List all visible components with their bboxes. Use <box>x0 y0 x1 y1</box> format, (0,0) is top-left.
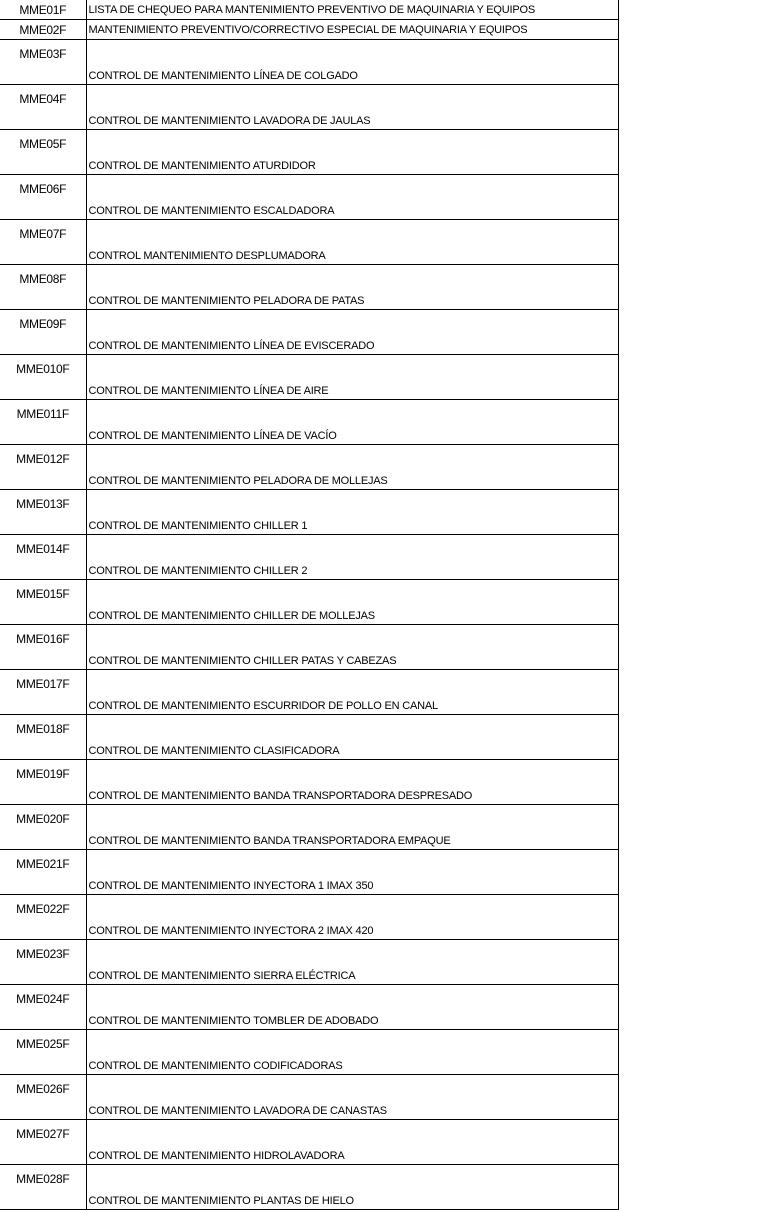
format-code-cell: MME03F <box>0 40 86 85</box>
table-row <box>0 1120 618 1165</box>
format-description-cell: CONTROL DE MANTENIMIENTO LAVADORA DE JAULAS <box>86 85 618 130</box>
table-row <box>0 985 618 1030</box>
table-row <box>0 445 618 490</box>
table-row <box>0 265 618 310</box>
format-code-cell: MME025F <box>0 1030 86 1075</box>
format-code-cell: MME022F <box>0 895 86 940</box>
format-description-cell: CONTROL DE MANTENIMIENTO LÍNEA DE AIRE <box>86 355 618 400</box>
format-code-cell: MME018F <box>0 715 86 760</box>
format-description-cell: CONTROL DE MANTENIMIENTO CHILLER PATAS Y CABEZAS <box>86 625 618 670</box>
format-description-cell: CONTROL DE MANTENIMIENTO PLANTAS DE HIELO <box>86 1165 618 1210</box>
format-description-cell: CONTROL DE MANTENIMIENTO LÍNEA DE EVISCERADO <box>86 310 618 355</box>
format-description-cell: CONTROL DE MANTENIMIENTO SIERRA ELÉCTRICA <box>86 940 618 985</box>
format-description-cell: CONTROL DE MANTENIMIENTO PELADORA DE MOLLEJAS <box>86 445 618 490</box>
table-row <box>0 850 618 895</box>
format-description-cell: CONTROL DE MANTENIMIENTO CHILLER DE MOLLEJAS <box>86 580 618 625</box>
format-code-cell: MME016F <box>0 625 86 670</box>
format-description-cell: CONTROL MANTENIMIENTO DESPLUMADORA <box>86 220 618 265</box>
table-row <box>0 895 618 940</box>
format-code-cell: MME08F <box>0 265 86 310</box>
format-code-cell: MME09F <box>0 310 86 355</box>
table-row <box>0 1030 618 1075</box>
format-description-cell: CONTROL DE MANTENIMIENTO CODIFICADORAS <box>86 1030 618 1075</box>
format-description-cell: CONTROL DE MANTENIMIENTO BANDA TRANSPORTADORA EMPAQUE <box>86 805 618 850</box>
table-row <box>0 490 618 535</box>
table-row <box>0 535 618 580</box>
format-code-cell: MME023F <box>0 940 86 985</box>
format-code-cell: MME017F <box>0 670 86 715</box>
table-row <box>0 760 618 805</box>
format-code-cell: MME06F <box>0 175 86 220</box>
format-code-cell: MME020F <box>0 805 86 850</box>
table-row <box>0 220 618 265</box>
format-description-cell: CONTROL DE MANTENIMIENTO CHILLER 2 <box>86 535 618 580</box>
table-row <box>0 400 618 445</box>
format-description-cell: CONTROL DE MANTENIMIENTO LÍNEA DE COLGADO <box>86 40 618 85</box>
format-code-cell: MME04F <box>0 85 86 130</box>
format-code-cell: MME021F <box>0 850 86 895</box>
format-code-cell: MME07F <box>0 220 86 265</box>
table-row <box>0 130 618 175</box>
format-code-cell: MME02F <box>0 20 86 40</box>
format-code-cell: MME024F <box>0 985 86 1030</box>
format-code-cell: MME019F <box>0 760 86 805</box>
format-code-cell: MME05F <box>0 130 86 175</box>
format-code-cell: MME014F <box>0 535 86 580</box>
table-row <box>0 355 618 400</box>
format-description-cell: CONTROL DE MANTENIMIENTO BANDA TRANSPORTADORA DESPRESADO <box>86 760 618 805</box>
format-description-cell: CONTROL DE MANTENIMIENTO TOMBLER DE ADOBADO <box>86 985 618 1030</box>
format-code-cell: MME010F <box>0 355 86 400</box>
format-code-cell: MME013F <box>0 490 86 535</box>
format-code-cell: MME011F <box>0 400 86 445</box>
table-row <box>0 40 618 85</box>
format-description-cell: CONTROL DE MANTENIMIENTO CLASIFICADORA <box>86 715 618 760</box>
table-row <box>0 580 618 625</box>
table-row <box>0 940 618 985</box>
table-row <box>0 625 618 670</box>
table-row <box>0 0 618 20</box>
format-code-cell: MME01F <box>0 0 86 20</box>
format-description-cell: CONTROL DE MANTENIMIENTO ATURDIDOR <box>86 130 618 175</box>
table-row <box>0 175 618 220</box>
format-description-cell: CONTROL DE MANTENIMIENTO LÍNEA DE VACÍO <box>86 400 618 445</box>
table-row <box>0 20 618 40</box>
format-code-cell: MME026F <box>0 1075 86 1120</box>
table-row <box>0 310 618 355</box>
format-code-cell: MME015F <box>0 580 86 625</box>
format-description-cell: CONTROL DE MANTENIMIENTO ESCALDADORA <box>86 175 618 220</box>
format-description-cell: LISTA DE CHEQUEO PARA MANTENIMIENTO PREVENTIVO DE MAQUINARIA Y EQUIPOS <box>86 0 618 20</box>
table-row <box>0 715 618 760</box>
format-description-cell: CONTROL DE MANTENIMIENTO CHILLER 1 <box>86 490 618 535</box>
format-description-cell: CONTROL DE MANTENIMIENTO LAVADORA DE CANASTAS <box>86 1075 618 1120</box>
format-description-cell: CONTROL DE MANTENIMIENTO HIDROLAVADORA <box>86 1120 618 1165</box>
format-description-cell: CONTROL DE MANTENIMIENTO INYECTORA 1 IMAX 350 <box>86 850 618 895</box>
format-code-cell: MME012F <box>0 445 86 490</box>
format-description-cell: MANTENIMIENTO PREVENTIVO/CORRECTIVO ESPECIAL DE MAQUINARIA Y EQUIPOS <box>86 20 618 40</box>
format-code-cell: MME027F <box>0 1120 86 1165</box>
table-row <box>0 85 618 130</box>
table-row <box>0 670 618 715</box>
format-code-cell: MME028F <box>0 1165 86 1210</box>
table-row <box>0 1165 618 1210</box>
format-description-cell: CONTROL DE MANTENIMIENTO PELADORA DE PATAS <box>86 265 618 310</box>
format-description-cell: CONTROL DE MANTENIMIENTO ESCURRIDOR DE POLLO EN CANAL <box>86 670 618 715</box>
format-description-cell: CONTROL DE MANTENIMIENTO INYECTORA 2 IMAX 420 <box>86 895 618 940</box>
table-row <box>0 805 618 850</box>
table-row <box>0 1075 618 1120</box>
